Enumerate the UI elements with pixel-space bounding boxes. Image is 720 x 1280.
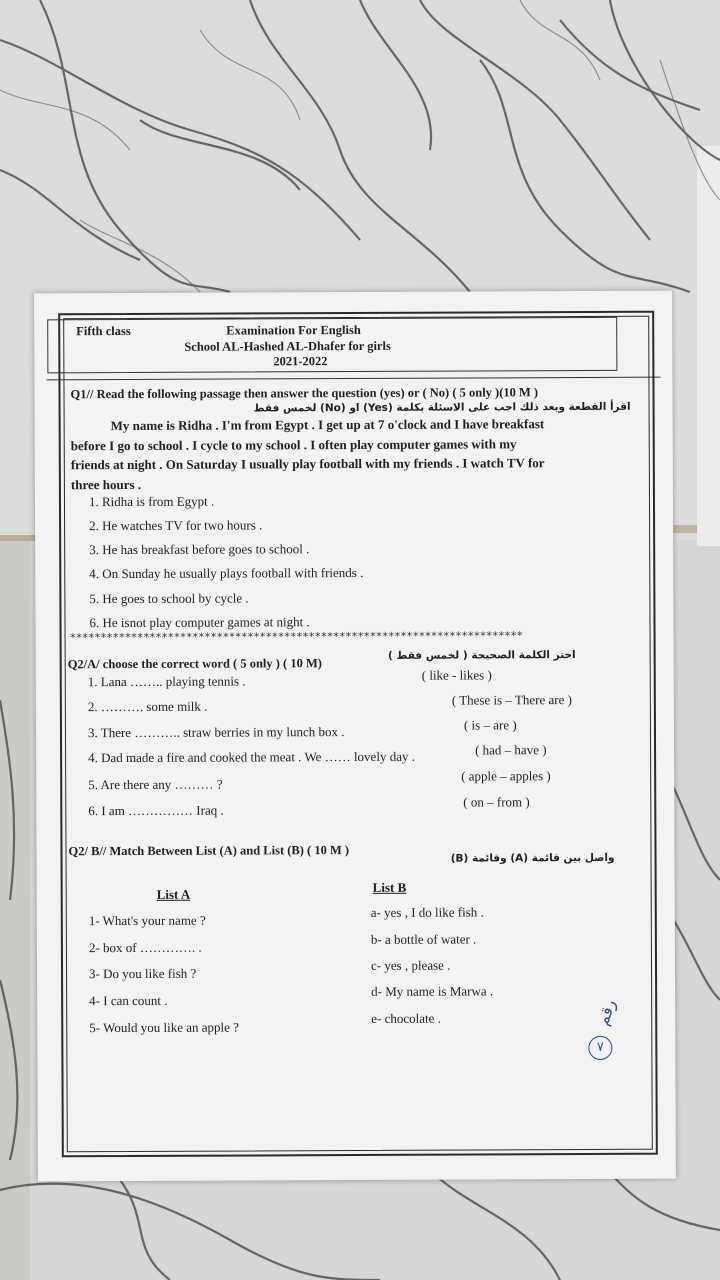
q1-item: 5. He goes to school by cycle . — [89, 590, 249, 607]
list-b-title: List B — [372, 879, 407, 895]
q1-arabic-instruction: اقرأ القطعة وبعد ذلك اجب على الاسئلة بكلمة (Yes) او (No) لخمس فقط — [253, 400, 631, 415]
q2a-item: 3. There ……….. straw berries in my lunch box . — [87, 724, 345, 741]
q2a-options: ( apple – apples ) — [461, 768, 551, 784]
q1-item: 2. He watches TV for two hours . — [89, 517, 263, 534]
list-b-item: b- a bottle of water . — [370, 931, 477, 947]
grade-stamp-circle: ٧ — [588, 1036, 612, 1060]
q1-heading: Q1// Read the following passage then answer the question (yes) or ( No) ( 5 only )(10 M ) — [70, 385, 539, 402]
q2a-options: ( on – from ) — [463, 794, 530, 810]
list-a-title: List A — [156, 886, 191, 902]
passage-line: three hours . — [70, 476, 142, 492]
list-b-item: c- yes , please . — [370, 957, 451, 973]
passage-line: friends at night . On Saturday I usually play football with my friends . I watch TV for — [70, 455, 545, 473]
list-a-item: 3- Do you like fish ? — [89, 965, 197, 982]
handwritten-note: رقم — [592, 996, 620, 1028]
exam-title: Examination For English — [226, 322, 361, 338]
list-b-item: a- yes , I do like fish . — [370, 904, 484, 920]
q2b-arabic-instruction: واصل بين قائمة (A) وقائمة (B) — [450, 851, 615, 865]
q2a-options: ( is – are ) — [463, 717, 517, 733]
class-label: Fifth class — [76, 323, 131, 339]
list-a-item: 2- box of …………. . — [88, 939, 202, 956]
q2a-item: 4. Dad made a fire and cooked the meat . We …… lovely day . — [88, 748, 415, 766]
q1-item: 1. Ridha is from Egypt . — [88, 493, 215, 510]
list-b-item: e- chocolate . — [371, 1010, 441, 1026]
q1-item: 4. On Sunday he usually plays football with friends . — [89, 564, 364, 582]
q2a-item: 5. Are there any ……… ? — [88, 776, 223, 793]
exam-paper — [34, 291, 676, 1182]
section-separator: ************************************************************************** — [69, 629, 523, 645]
q2a-item: 1. Lana …….. playing tennis . — [87, 673, 246, 690]
list-a-item: 5- Would you like an apple ? — [89, 1019, 239, 1036]
q2a-options: ( like - likes ) — [421, 667, 492, 683]
q1-item: 3. He has breakfast before goes to school . — [89, 541, 310, 558]
passage-line: My name is Ridha . I'm from Egypt . I get up at 7 o'clock and I have breakfast — [110, 416, 545, 434]
q2a-arabic-instruction: اختر الكلمة الصحيحة ( لخمس فقط ) — [388, 649, 576, 662]
exam-header-box — [47, 317, 617, 373]
q2b-heading: Q2/ B// Match Between List (A) and List (B) ( 10 M ) — [68, 843, 350, 859]
q2a-item: 2. ………. some milk . — [87, 698, 208, 715]
q1-passage — [71, 414, 639, 494]
q1-item: 6. He isnot play computer games at night . — [89, 614, 310, 631]
passage-line: before I go to school . I cycle to my school . I often play computer games with my — [70, 435, 517, 453]
list-b-item: d- My name is Marwa . — [371, 983, 494, 999]
q2a-options: ( had – have ) — [475, 742, 547, 758]
list-a-item: 1- What's your name ? — [88, 912, 206, 929]
list-a-item: 4- I can count . — [89, 992, 168, 1009]
school-year: 2021-2022 — [273, 354, 328, 369]
q2a-item: 6. I am …………… Iraq . — [88, 802, 224, 819]
q2a-options: ( These is – There are ) — [451, 692, 572, 708]
q2a-heading: Q2/A/ choose the correct word ( 5 only ) ( 10 M) — [67, 656, 322, 672]
school-name: School AL-Hashed AL-Dhafer for girls — [184, 338, 391, 354]
